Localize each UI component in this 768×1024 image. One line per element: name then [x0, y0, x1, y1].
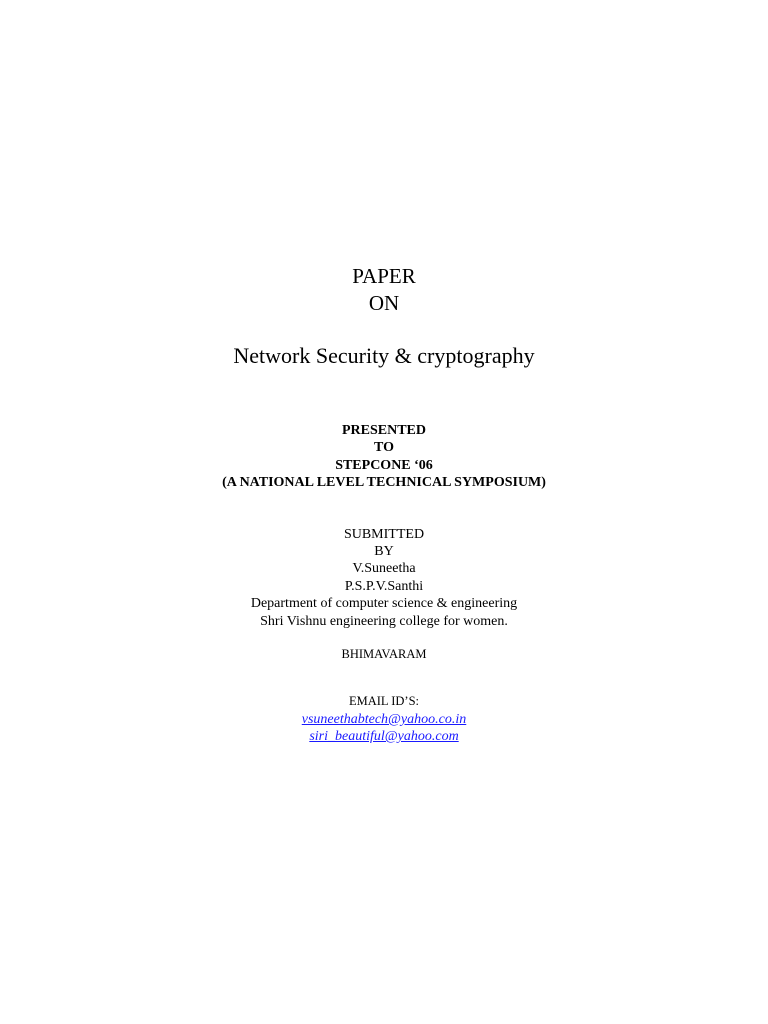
presented-label: PRESENTED — [341, 423, 427, 438]
email-label: EMAIL ID’S: — [348, 694, 419, 708]
event-name: STEPCONE ‘06 — [335, 458, 433, 473]
email-link-1-row — [0, 711, 768, 727]
paper-heading: PAPER — [352, 264, 416, 288]
department: Department of computer science & engineering — [250, 596, 518, 611]
college: Shri Vishnu engineering college for women. — [260, 614, 508, 629]
on-heading: ON — [368, 291, 400, 315]
author-1: V.Suneetha — [352, 561, 416, 576]
paper-title: Network Security & cryptography — [233, 343, 535, 368]
to-label: TO — [374, 440, 394, 455]
email-link-2[interactable]: siri_beautiful@yahoo.com — [309, 729, 459, 744]
location: BHIMAVARAM — [341, 647, 427, 661]
email-link-1[interactable]: vsuneethabtech@yahoo.co.in — [301, 712, 467, 727]
by-label: BY — [374, 544, 394, 559]
event-description: (A NATIONAL LEVEL TECHNICAL SYMPOSIUM) — [222, 475, 546, 490]
author-2: P.S.P.V.Santhi — [344, 579, 424, 594]
submitted-label: SUBMITTED — [343, 527, 425, 542]
email-link-2-row — [0, 728, 768, 744]
